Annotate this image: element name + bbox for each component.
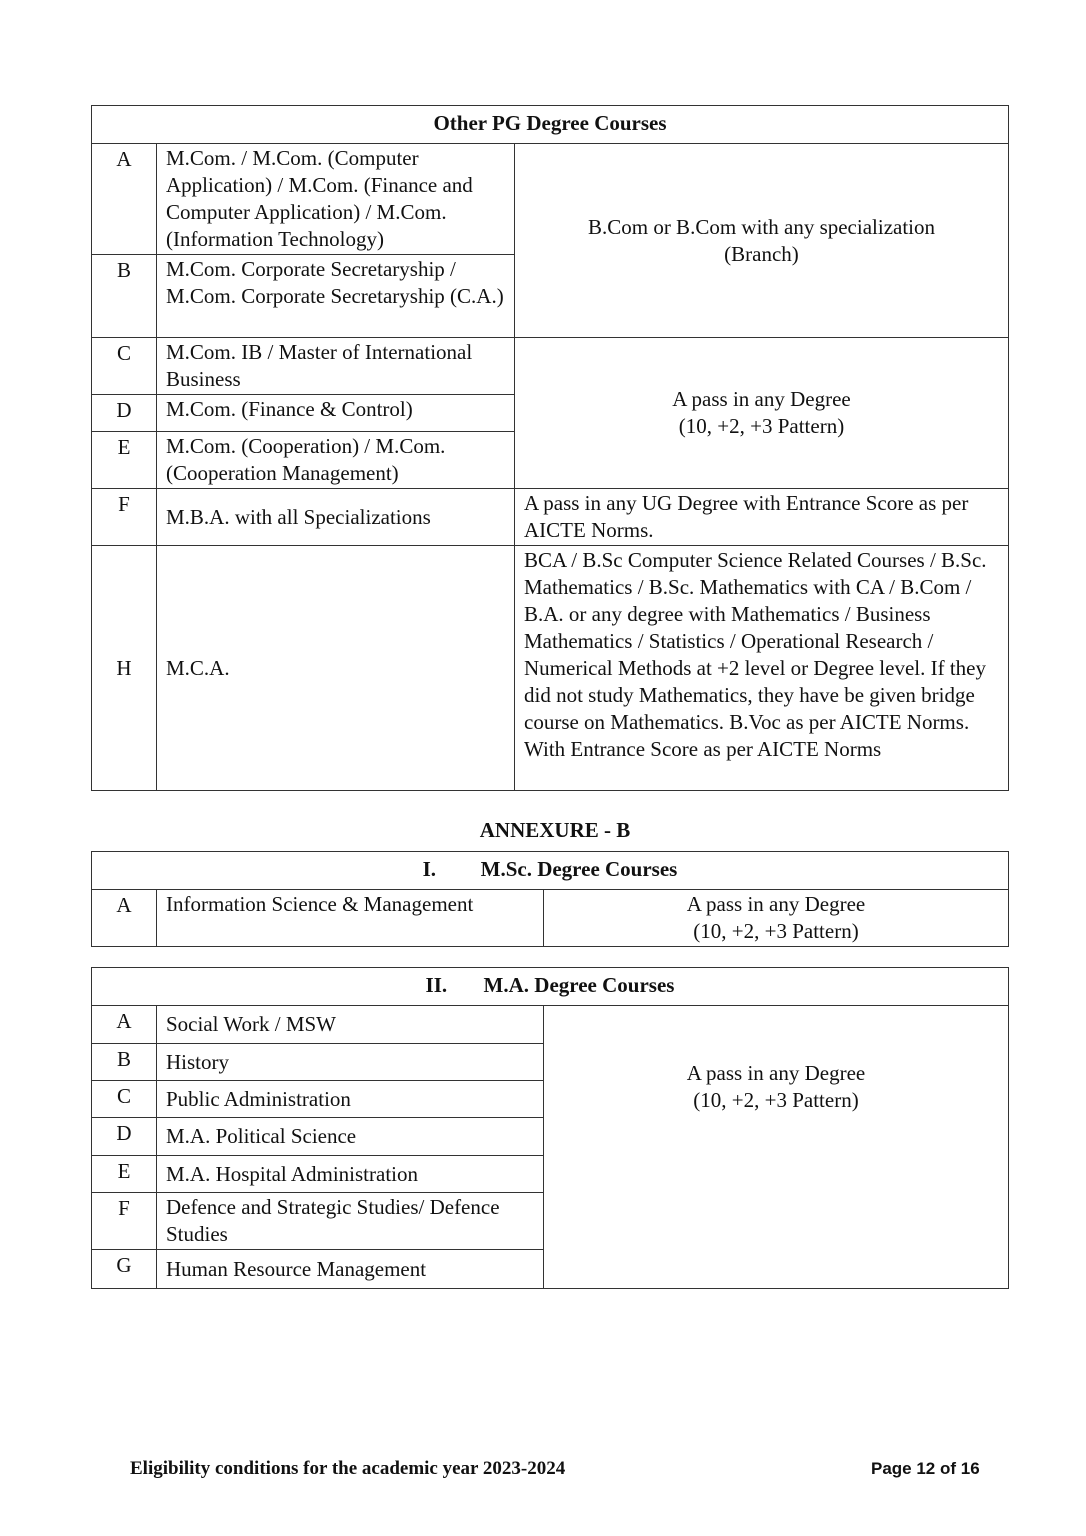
course-name: M.C.A.: [157, 546, 515, 791]
course-name: M.B.A. with all Specializations: [157, 489, 515, 546]
course-name: Social Work / MSW: [157, 1006, 544, 1044]
section-number: I.: [422, 857, 437, 881]
course-name: Information Science & Management: [157, 890, 544, 947]
annexure-heading: ANNEXURE - B: [479, 818, 631, 842]
page-number: Page 12 of 16: [871, 1459, 980, 1478]
other-pg-courses-table: [91, 105, 1009, 791]
section-title: M.Sc. Degree Courses: [480, 857, 678, 881]
section-number: II.: [425, 973, 448, 997]
course-name: M.Com. Corporate Secretaryship / M.Com. Corporate Secretaryship (C.A.): [157, 255, 515, 338]
row-letter: E: [92, 1156, 157, 1193]
eligibility-line: A pass in any Degree: [672, 387, 851, 411]
course-name: M.Com. (Finance & Control): [157, 395, 515, 432]
eligibility-line: (10, +2, +3 Pattern): [693, 919, 859, 943]
row-letter: B: [92, 1044, 157, 1081]
course-name: Public Administration: [157, 1081, 544, 1118]
course-name: History: [157, 1044, 544, 1081]
row-letter: A: [92, 1006, 157, 1044]
eligibility-line: B.Com or B.Com with any specialization: [587, 214, 936, 239]
eligibility-cell: [544, 1006, 1009, 1289]
table-title: [92, 852, 1009, 890]
eligibility-cell: BCA / B.Sc Computer Science Related Courses / B.Sc. Mathematics / B.Sc. Mathematics with CA / B.Com / B.A. or any degree with Mathematics / Business Mathematics / Statistics / Operational Research / Numerical Methods at +2 level or Degree level. If they did not study Mathematics, they have be given bridge course on Mathematics. B.Voc as per AICTE Norms. With Entrance Score as per AICTE Norms: [515, 546, 1009, 791]
row-letter: A: [92, 144, 157, 255]
eligibility-cell: [515, 338, 1009, 489]
eligibility-cell: A pass in any UG Degree with Entrance Score as per AICTE Norms.: [515, 489, 1009, 546]
course-name: Defence and Strategic Studies/ Defence Studies: [157, 1193, 544, 1250]
eligibility-line: A pass in any Degree: [686, 1061, 866, 1085]
row-letter: D: [92, 1118, 157, 1156]
eligibility-line: (Branch): [724, 241, 799, 266]
row-letter: C: [92, 1081, 157, 1118]
row-letter: F: [92, 1193, 157, 1250]
row-letter: C: [92, 338, 157, 395]
row-letter: B: [92, 255, 157, 338]
course-name: M.A. Political Science: [157, 1118, 544, 1156]
ma-courses-table: [91, 967, 1009, 1289]
eligibility-cell: [515, 144, 1009, 338]
course-name: M.Com. (Cooperation) / M.Com. (Cooperation Management): [157, 432, 515, 489]
course-name: Human Resource Management: [157, 1250, 544, 1289]
course-name: M.Com. IB / Master of International Business: [157, 338, 515, 395]
course-name: M.Com. / M.Com. (Computer Application) / M.Com. (Finance and Computer Application) / M.Com. (Information Technology): [157, 144, 515, 255]
eligibility-line: A pass in any Degree: [686, 892, 866, 916]
footer-text: Eligibility conditions for the academic year 2023-2024: [130, 1458, 566, 1479]
eligibility-cell: [544, 890, 1009, 947]
course-name: M.A. Hospital Administration: [157, 1156, 544, 1193]
row-letter: D: [92, 395, 157, 432]
eligibility-line: (10, +2, +3 Pattern): [678, 414, 845, 438]
msc-courses-table: [91, 851, 1009, 947]
row-letter: H: [92, 546, 157, 791]
table-title: Other PG Degree Courses: [92, 106, 1009, 144]
row-letter: F: [92, 489, 157, 546]
eligibility-line: (10, +2, +3 Pattern): [693, 1088, 859, 1112]
section-title: M.A. Degree Courses: [483, 973, 675, 997]
row-letter: E: [92, 432, 157, 489]
row-letter: A: [92, 890, 157, 947]
table-title: [92, 968, 1009, 1006]
row-letter: G: [92, 1250, 157, 1289]
